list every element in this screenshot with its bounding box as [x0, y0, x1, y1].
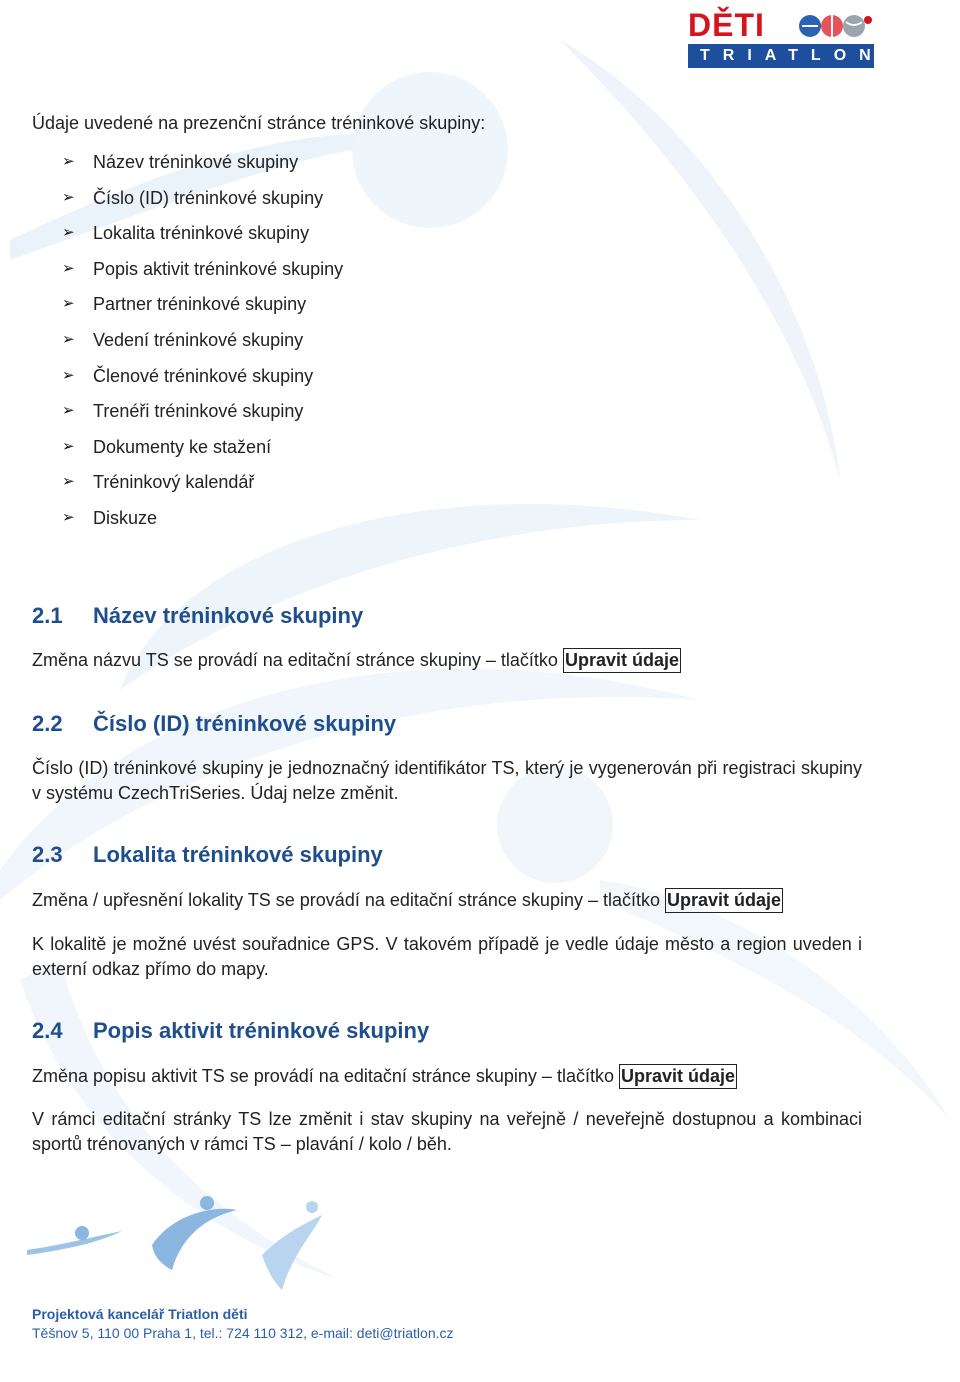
- list-item: ➢ Dokumenty ke stažení: [62, 436, 272, 457]
- section-2-1-text: Změna názvu TS se provádí na editační stránce skupiny – tlačítko Upravit údaje: [32, 648, 862, 673]
- arrowhead-bullet-icon: ➢: [62, 153, 75, 170]
- section-2-3-text: Změna / upřesnění lokality TS se provádí na editační stránce skupiny – tlačítko Upravit údaje: [32, 888, 862, 913]
- footer: [32, 1305, 454, 1343]
- section-2-4-text: Změna popisu aktivit TS se provádí na editační stránce skupiny – tlačítko Upravit údaje: [32, 1064, 862, 1089]
- list-item: ➢ Popis aktivit tréninkové skupiny: [62, 258, 344, 279]
- section-heading-2-3: 2.3 Lokalita tréninkové skupiny: [32, 842, 383, 867]
- list-item: ➢ Číslo (ID) tréninkové skupiny: [62, 187, 324, 208]
- footer-org-name: Projektová kancelář Triatlon děti: [32, 1306, 248, 1322]
- section-2-3-gps-text: K lokalitě je možné uvést souřadnice GPS. V takovém případě je vedle údaje město a region uveden i externí odkaz přímo do mapy.: [32, 934, 862, 979]
- list-item: ➢ Partner tréninkové skupiny: [62, 294, 307, 315]
- section-heading-2-2: 2.2 Číslo (ID) tréninkové skupiny: [32, 711, 397, 736]
- upravit-udaje-button[interactable]: Upravit údaje: [665, 888, 783, 913]
- arrowhead-bullet-icon: ➢: [62, 366, 75, 384]
- arrowhead-bullet-icon: ➢: [62, 402, 75, 420]
- section-heading-2-4: 2.4 Popis aktivit tréninkové skupiny: [32, 1018, 430, 1043]
- intro-text: Údaje uvedené na prezenční stránce tréninkové skupiny:: [32, 113, 486, 133]
- field-list: [62, 150, 343, 542]
- arrowhead-bullet-icon: ➢: [62, 188, 75, 206]
- logo-top-text: DĚTI: [688, 7, 765, 43]
- list-item: ➢ Vedení tréninkové skupiny: [62, 329, 304, 350]
- section-2-4-status-text: V rámci editační stránky TS lze změnit i stav skupiny na veřejně / neveřejně dostupnou a kombinaci sportů trénovaných v rámci TS – plavání / kolo / běh.: [32, 1109, 862, 1154]
- list-item: ➢ Tréninkový kalendář: [62, 472, 255, 493]
- arrowhead-bullet-icon: ➢: [62, 295, 75, 313]
- list-item: ➢ Členové tréninkové skupiny: [62, 365, 314, 386]
- arrowhead-bullet-icon: ➢: [62, 508, 75, 526]
- logo-bottom-text: TRIATLON: [688, 44, 874, 68]
- section-heading-2-1: 2.1 Název tréninkové skupiny: [32, 603, 364, 628]
- footer-contact: Těšnov 5, 110 00 Praha 1, tel.: 724 110 312, e-mail: deti@triatlon.cz: [32, 1325, 454, 1341]
- arrowhead-bullet-icon: ➢: [62, 330, 75, 348]
- upravit-udaje-button[interactable]: Upravit údaje: [619, 1064, 737, 1089]
- upravit-udaje-button[interactable]: Upravit údaje: [563, 648, 681, 673]
- section-2-2-text: Číslo (ID) tréninkové skupiny je jednoznačný identifikátor TS, který je vygenerován při registraci skupiny v systému CzechTriSeries. Údaj nelze změnit.: [32, 758, 862, 803]
- deti-triatlon-logo: [686, 7, 884, 68]
- list-item: ➢ Trenéři tréninkové skupiny: [62, 401, 304, 422]
- sport-balls-icon: [798, 12, 876, 40]
- list-item: ➢ Diskuze: [62, 507, 158, 528]
- arrowhead-bullet-icon: ➢: [62, 437, 75, 455]
- arrowhead-bullet-icon: ➢: [62, 473, 75, 491]
- list-item: ➢ Název tréninkové skupiny: [62, 152, 299, 172]
- athlete-figures-icon: [22, 1195, 362, 1295]
- list-item: ➢ Lokalita tréninkové skupiny: [62, 223, 310, 244]
- arrowhead-bullet-icon: ➢: [62, 259, 75, 277]
- arrowhead-bullet-icon: ➢: [62, 224, 75, 242]
